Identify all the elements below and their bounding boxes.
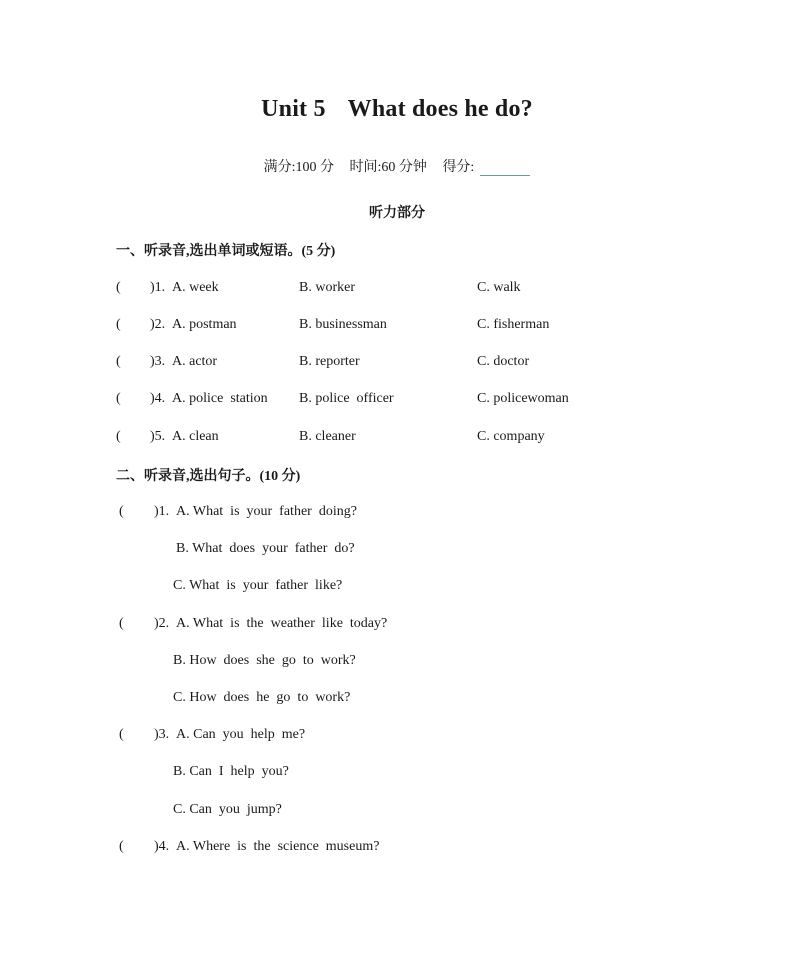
option-a: A. clean: [172, 429, 219, 444]
section2-question-3: [119, 726, 719, 744]
option-c: C. company: [477, 429, 545, 444]
score-blank[interactable]: [480, 161, 530, 176]
question-number: )4.: [150, 391, 166, 406]
question-number: )3.: [150, 354, 166, 369]
option-a: A. week: [172, 280, 219, 295]
question-number: )1.: [150, 280, 166, 295]
section1-question-3: [116, 353, 716, 371]
option-b: B. reporter: [299, 354, 360, 369]
option-a: A. police station: [172, 391, 268, 406]
option-a: A. actor: [172, 354, 218, 369]
section2-q2-option-c: C. How does he go to work?: [173, 690, 351, 705]
time-limit: 时间:60 分钟: [349, 160, 427, 175]
question-number: )3.: [154, 727, 170, 742]
section2-q2-option-b: B. How does she go to work?: [173, 653, 356, 668]
option-a: A. Where is the science museum?: [176, 839, 380, 854]
answer-paren[interactable]: (: [119, 504, 124, 519]
score-label: 得分:: [442, 160, 475, 175]
section2-q1-option-c: C. What is your father like?: [173, 578, 343, 593]
unit-question: What does he do?: [347, 96, 533, 122]
section2-q1-option-b: B. What does your father do?: [176, 541, 355, 556]
option-b: B. businessman: [299, 317, 387, 332]
answer-paren[interactable]: (: [119, 839, 124, 854]
option-b: B. cleaner: [299, 429, 356, 444]
section1-question-1: [116, 279, 716, 297]
full-score: 满分:100 分: [263, 160, 335, 175]
answer-paren[interactable]: (: [116, 391, 121, 406]
question-number: )2.: [150, 317, 166, 332]
question-number: )5.: [150, 429, 166, 444]
section2-question-1: [119, 503, 719, 521]
answer-paren[interactable]: (: [119, 727, 124, 742]
section2-question-2: [119, 615, 719, 633]
section1-heading: 一、听录音,选出单词或短语。(5 分): [116, 244, 336, 259]
option-a: A. Can you help me?: [176, 727, 306, 742]
section1-question-4: [116, 390, 716, 408]
section2-q3-option-b: B. Can I help you?: [173, 764, 289, 779]
section1-question-2: [116, 316, 716, 334]
answer-paren[interactable]: (: [119, 616, 124, 631]
answer-paren[interactable]: (: [116, 354, 121, 369]
option-c: C. policewoman: [477, 391, 569, 406]
answer-paren[interactable]: (: [116, 317, 121, 332]
section2-heading: 二、听录音,选出句子。(10 分): [116, 469, 301, 484]
option-c: C. fisherman: [477, 317, 550, 332]
option-b: B. police officer: [299, 391, 394, 406]
section2-q3-option-c: C. Can you jump?: [173, 802, 282, 817]
option-a: A. What is your father doing?: [176, 504, 357, 519]
option-a: A. postman: [172, 317, 237, 332]
answer-paren[interactable]: (: [116, 429, 121, 444]
section1-question-5: [116, 428, 716, 446]
question-number: )4.: [154, 839, 170, 854]
exam-meta: [0, 156, 794, 176]
part-title: 听力部分: [369, 206, 425, 221]
question-number: )2.: [154, 616, 170, 631]
answer-paren[interactable]: (: [116, 280, 121, 295]
option-c: C. doctor: [477, 354, 530, 369]
unit-label: Unit 5: [261, 96, 326, 122]
option-b: B. worker: [299, 280, 355, 295]
question-number: )1.: [154, 504, 170, 519]
section2-question-4: [119, 838, 719, 856]
option-a: A. What is the weather like today?: [176, 616, 388, 631]
option-c: C. walk: [477, 280, 521, 295]
page-title: [0, 96, 794, 123]
